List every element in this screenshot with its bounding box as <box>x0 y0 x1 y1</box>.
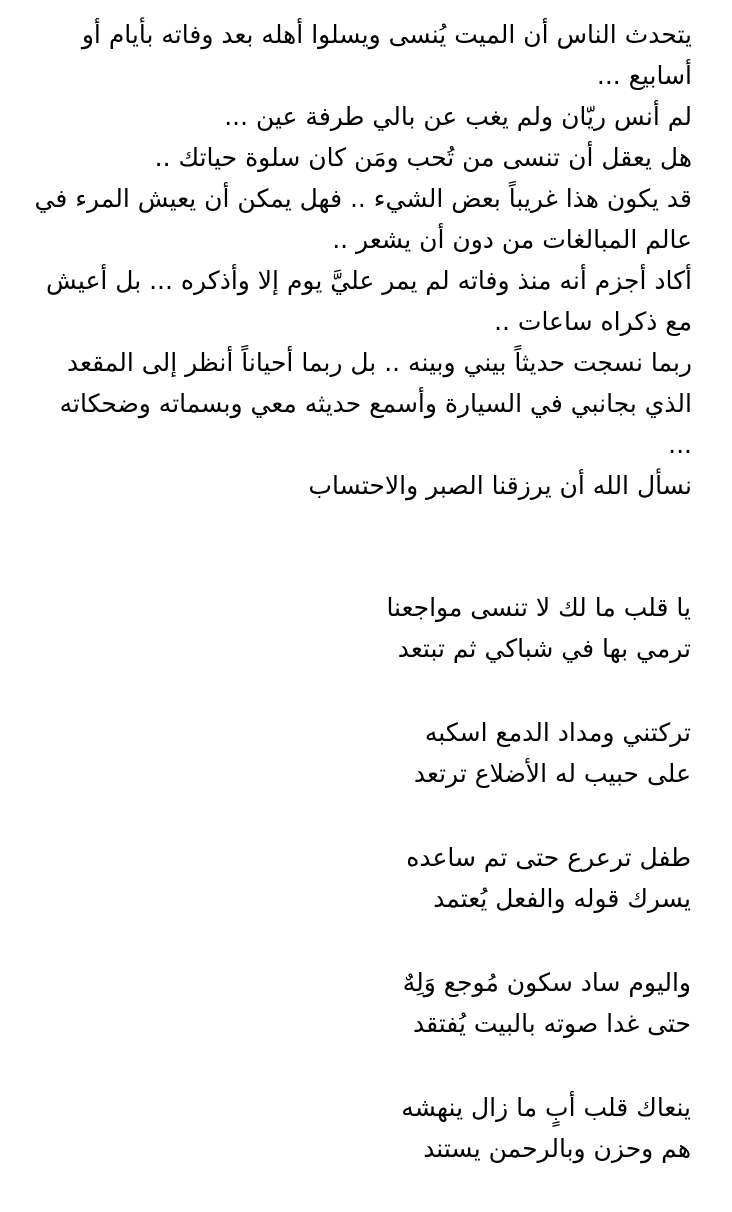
prose-paragraph: قد يكون هذا غريباً بعض الشيء .. فهل يمكن أن يعيش المرء في عالم المبالغات من دون أن يشعر .. <box>34 184 692 254</box>
poem-verse: يا قلب ما لك لا تنسى مواجعنا <box>386 593 691 622</box>
poem-verse: واليوم ساد سكون مُوجع وَلِهٌ <box>402 968 691 997</box>
prose-paragraph: أكاد أجزم أنه منذ وفاته لم يمر عليَّ يوم إلا وأذكره ... بل أعيش مع ذكراه ساعات .. <box>46 266 692 336</box>
poem-verse: ينعاك قلب أبٍ ما زال ينهشه <box>401 1093 691 1122</box>
prose-section <box>32 14 692 506</box>
prose-paragraph: لم أنس ريّان ولم يغب عن بالي طرفة عين ... <box>224 102 692 131</box>
poem-stanza <box>31 962 691 1044</box>
poem-verse: تركتني ومداد الدمع اسكبه <box>424 718 691 747</box>
poem-verse: حتى غدا صوته بالبيت يُفتقد <box>412 1009 691 1038</box>
prose-paragraph: يتحدث الناس أن الميت يُنسى ويسلوا أهله بعد وفاته بأيام أو أسابيع ... <box>81 20 692 90</box>
poem-verse: يسرك قوله والفعل يُعتمد <box>433 884 691 913</box>
prose-paragraph: هل يعقل أن تنسى من تُحب ومَن كان سلوة حياتك .. <box>154 143 692 172</box>
poem-verse: طفل ترعرع حتى تم ساعده <box>406 843 691 872</box>
poem-stanza <box>31 1087 691 1169</box>
poem-stanza <box>31 587 691 669</box>
prose-paragraph: ربما نسجت حديثاً بيني وبينه .. بل ربما أحياناً أنظر إلى المقعد الذي بجانبي في السيارة وأسمع حديثه معي وبسماته وضحكاته ... <box>59 348 692 459</box>
prose-paragraph: نسأل الله أن يرزقنا الصبر والاحتساب <box>308 471 692 500</box>
poem-verse: هم وحزن وبالرحمن يستند <box>423 1134 691 1163</box>
poem-verse: على حبيب له الأضلاع ترتعد <box>413 759 691 788</box>
poem-stanza <box>31 712 691 794</box>
poem-stanza <box>31 837 691 919</box>
poem-verse: ترمي بها في شباكي ثم تبتعد <box>397 634 691 663</box>
poem-section <box>31 587 691 1212</box>
